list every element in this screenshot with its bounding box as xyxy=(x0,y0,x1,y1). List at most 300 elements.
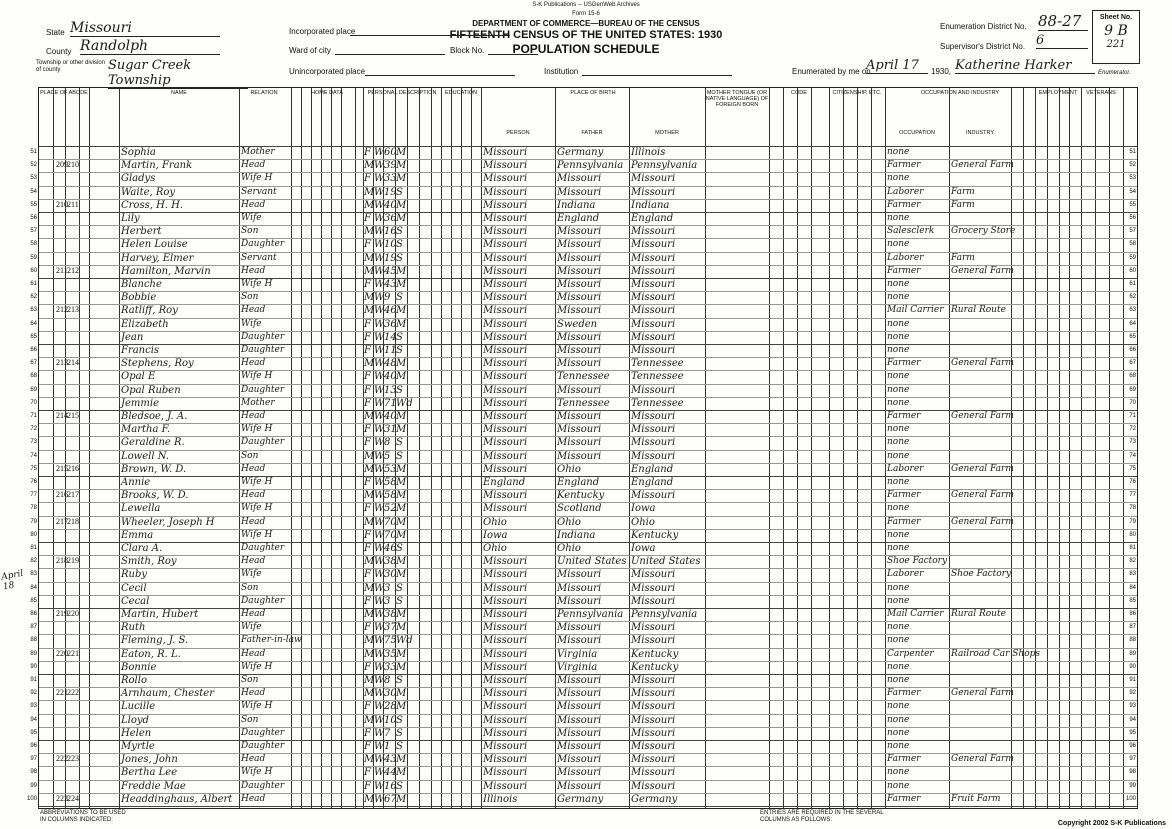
cell-race: W xyxy=(374,186,385,198)
cell-bp: Missouri xyxy=(483,727,528,739)
cell-race: W xyxy=(374,793,385,805)
cell-ind: Farm xyxy=(951,186,975,197)
cell-fbp: England xyxy=(557,213,600,224)
cell-rel: Son xyxy=(241,675,259,685)
cell-fbp: Missouri xyxy=(557,688,602,700)
cell-mbp: Missouri xyxy=(631,741,676,752)
cell-fbp: Missouri xyxy=(557,635,602,647)
line-number-right: 70 xyxy=(1129,399,1136,406)
line-number-right: 77 xyxy=(1129,492,1136,499)
cell-sex: M xyxy=(364,793,375,805)
cell-age: 39 xyxy=(384,160,397,172)
cell-mbp: Missouri xyxy=(631,292,676,304)
cell-mbp: Iowa xyxy=(631,503,656,515)
cell-race: W xyxy=(374,675,385,686)
cell-bp: Missouri xyxy=(483,437,528,449)
cell-fbp: Virginia xyxy=(557,648,598,660)
cell-fbp: Indiana xyxy=(557,199,596,211)
line-number: 51 xyxy=(30,149,37,155)
cell-age: 48 xyxy=(384,358,397,370)
line-number: 78 xyxy=(30,505,37,512)
cell-occ: Laborer xyxy=(887,252,924,263)
cell-ms: S xyxy=(396,331,403,343)
cell-race: W xyxy=(374,490,385,502)
cell-mbp: Missouri xyxy=(631,265,676,277)
line-number-right: 82 xyxy=(1129,558,1136,565)
cell-bp: Missouri xyxy=(483,463,528,475)
footer-entries: ENTRIES ARE REQUIRED IN THE SEVERAL COLUMNS AS FOLLOWS: xyxy=(760,810,884,823)
line-number: 98 xyxy=(30,769,37,776)
cell-fam: 214 xyxy=(67,358,79,368)
cell-ms: S xyxy=(396,675,403,686)
cell-rel: Son xyxy=(241,582,259,593)
line-number: 70 xyxy=(30,399,37,406)
cell-ind: General Farm xyxy=(951,358,1014,369)
cell-fbp: Missouri xyxy=(557,727,602,739)
cell-age: 70 xyxy=(384,529,397,541)
cell-rel: Daughter xyxy=(241,543,285,553)
cell-fbp: Missouri xyxy=(557,450,602,462)
line-number: 65 xyxy=(30,333,37,340)
cell-fbp: Missouri xyxy=(557,239,602,251)
cell-race: W xyxy=(374,661,385,673)
cell-bp: Missouri xyxy=(483,490,528,502)
cell-rel: Wife H xyxy=(241,279,273,289)
cell-occ: Salesclerk xyxy=(887,226,935,237)
cell-ms: M xyxy=(396,556,407,568)
cell-mbp: England xyxy=(631,477,674,488)
cell-bp: Missouri xyxy=(483,569,528,581)
cell-ind: General Farm xyxy=(951,688,1014,699)
cell-ind: General Farm xyxy=(951,490,1014,501)
line-number: 68 xyxy=(30,373,37,380)
cell-ind: Farm xyxy=(951,199,975,210)
cell-occ: Mail Carrier xyxy=(887,609,944,619)
cell-name: Helen Louise xyxy=(121,239,188,251)
cell-name: Geraldine R. xyxy=(121,437,185,449)
cell-bp: Missouri xyxy=(483,331,528,343)
line-number-right: 97 xyxy=(1129,756,1136,763)
cell-fam: 211 xyxy=(67,199,79,209)
line-number: 64 xyxy=(30,320,37,327)
cell-fbp: Missouri xyxy=(557,582,602,594)
cell-name: Bonnie xyxy=(121,661,157,673)
cell-mbp: Missouri xyxy=(631,582,676,594)
cell-rel: Servant xyxy=(241,186,277,197)
line-number: 55 xyxy=(30,201,37,208)
cell-occ: Farmer xyxy=(887,411,921,421)
cell-rel: Son xyxy=(241,714,259,725)
cell-ms: S xyxy=(396,345,403,356)
incorporated-line xyxy=(350,35,510,36)
section-relation: RELATION xyxy=(250,90,278,96)
cell-ind: Fruit Farm xyxy=(951,793,1001,804)
cell-bp: Missouri xyxy=(483,635,528,647)
cell-occ: Farmer xyxy=(887,688,921,699)
cell-name: Waite, Roy xyxy=(121,186,176,198)
cell-occ: Laborer xyxy=(887,186,924,197)
year-label: 1930, xyxy=(931,67,952,76)
line-number: 66 xyxy=(30,347,37,353)
block-label: Block No. xyxy=(450,46,485,55)
row-divider xyxy=(39,806,1137,807)
cell-ms: M xyxy=(396,265,407,277)
institution-label: Institution xyxy=(544,67,579,76)
line-number-right: 56 xyxy=(1129,215,1136,221)
cell-name: Lewella xyxy=(121,503,161,515)
cell-rel: Head xyxy=(241,754,266,765)
cell-name: Cross, H. H. xyxy=(121,199,184,211)
cell-rel: Head xyxy=(241,411,266,421)
line-number: 75 xyxy=(30,465,37,472)
line-number-right: 68 xyxy=(1129,373,1136,380)
cell-bp: Missouri xyxy=(483,595,528,607)
line-number-right: 95 xyxy=(1129,729,1136,736)
cell-fbp: Missouri xyxy=(557,292,602,304)
cell-ms: S xyxy=(396,226,403,238)
cell-ms: S xyxy=(396,741,403,752)
cell-fbp: Ohio xyxy=(557,516,581,528)
cell-bp: Missouri xyxy=(483,305,528,317)
line-number: 87 xyxy=(30,624,37,631)
line-number-right: 60 xyxy=(1129,267,1136,274)
cell-occ: none xyxy=(887,437,910,448)
cell-sex: M xyxy=(364,635,375,647)
cell-rel: Head xyxy=(241,463,266,474)
cell-age: 8 xyxy=(384,437,391,449)
cell-sex: F xyxy=(364,569,371,581)
section-occupation: OCCUPATION AND INDUSTRY xyxy=(920,90,1000,96)
cell-name: Bertha Lee xyxy=(121,767,178,779)
cell-mbp: Pennsylvania xyxy=(631,160,698,172)
line-number-right: 52 xyxy=(1129,162,1136,169)
cell-fbp: Missouri xyxy=(557,714,602,726)
line-number-right: 65 xyxy=(1129,333,1136,340)
cell-fam: 222 xyxy=(67,688,79,698)
cell-bp: Missouri xyxy=(483,358,528,370)
cell-age: 5 xyxy=(384,450,391,462)
cell-fbp: Tennessee xyxy=(557,397,610,409)
cell-occ: none xyxy=(887,173,910,184)
cell-occ: none xyxy=(887,345,910,355)
cell-race: W xyxy=(374,714,385,726)
cell-bp: Missouri xyxy=(483,767,528,779)
cell-race: W xyxy=(374,147,385,158)
cell-rel: Head xyxy=(241,648,266,659)
line-number: 74 xyxy=(30,452,37,459)
cell-occ: none xyxy=(887,147,910,157)
cell-ms: S xyxy=(396,292,403,304)
line-number: 53 xyxy=(30,175,37,182)
supervisor-label: Supervisor's District No. xyxy=(940,42,1026,51)
cell-sex: F xyxy=(364,279,371,290)
line-number: 88 xyxy=(30,637,37,644)
cell-mbp: Missouri xyxy=(631,318,676,330)
sheet-sub: 221 xyxy=(1106,39,1126,50)
cell-mbp: Missouri xyxy=(631,173,676,185)
cell-name: Ratliff, Roy xyxy=(121,305,178,317)
line-number: 72 xyxy=(30,426,37,433)
cell-mbp: Iowa xyxy=(631,543,656,554)
subhdr-industry: INDUSTRY xyxy=(965,130,994,136)
cell-name: Headdinghaus, Albert xyxy=(121,793,233,805)
cell-age: 13 xyxy=(384,384,397,396)
cell-rel: Wife xyxy=(241,622,262,633)
cell-ms: M xyxy=(396,318,407,330)
cell-rel: Father-in-law xyxy=(241,635,302,646)
cell-fam: 213 xyxy=(67,305,79,315)
cell-sex: F xyxy=(364,767,371,779)
cell-dw: 216 xyxy=(56,490,68,500)
cell-sex: M xyxy=(364,556,375,568)
cell-occ: none xyxy=(887,503,910,514)
cell-ms: M xyxy=(396,661,407,673)
line-number-right: 72 xyxy=(1129,426,1136,433)
cell-occ: Shoe Factory xyxy=(887,556,948,567)
line-number-right: 64 xyxy=(1129,320,1136,327)
cell-rel: Head xyxy=(241,265,266,276)
cell-rel: Daughter xyxy=(241,780,285,791)
cell-dw: 214 xyxy=(56,411,68,420)
cell-bp: Missouri xyxy=(483,186,528,198)
line-number-right: 81 xyxy=(1129,545,1136,551)
cell-mbp: Missouri xyxy=(631,226,676,238)
line-number-right: 67 xyxy=(1129,360,1136,367)
cell-age: 1 xyxy=(384,741,391,752)
cell-name: Clara A. xyxy=(121,543,163,554)
cell-occ: none xyxy=(887,371,910,382)
cell-age: 44 xyxy=(384,767,397,779)
cell-occ: none xyxy=(887,477,910,487)
cell-age: 52 xyxy=(384,503,397,515)
cell-mbp: Missouri xyxy=(631,305,676,317)
footer-abbreviations: ABBREVIATIONS TO BE USED IN COLUMNS INDICATED: xyxy=(40,810,126,823)
cell-age: 71 xyxy=(384,397,397,409)
cell-age: 3 xyxy=(384,582,391,594)
cell-bp: Missouri xyxy=(483,741,528,752)
cell-bp: Missouri xyxy=(483,384,528,396)
line-number: 99 xyxy=(30,782,37,789)
cell-age: 38 xyxy=(384,556,397,568)
line-number: 67 xyxy=(30,360,37,367)
cell-ms: M xyxy=(396,477,407,488)
cell-bp: Missouri xyxy=(483,279,528,290)
cell-race: W xyxy=(374,213,385,224)
township-value: Sugar Creek Township xyxy=(108,58,248,89)
cell-name: Martin, Frank xyxy=(121,160,193,172)
cell-occ: none xyxy=(887,529,910,540)
cell-occ: Farmer xyxy=(887,358,921,369)
cell-fbp: Missouri xyxy=(557,767,602,779)
cell-bp: Missouri xyxy=(483,714,528,726)
section-veterans: VETERANS xyxy=(1086,90,1116,96)
line-number: 56 xyxy=(30,215,37,221)
cell-mbp: Missouri xyxy=(631,780,676,792)
cell-ms: M xyxy=(396,147,407,158)
cell-mbp: Missouri xyxy=(631,252,676,264)
cell-occ: none xyxy=(887,279,910,289)
enumerator-name: Katherine Harker xyxy=(955,58,1095,74)
line-number-right: 84 xyxy=(1129,584,1136,591)
cell-fbp: Virginia xyxy=(557,661,598,673)
cell-sex: F xyxy=(364,147,371,158)
cell-name: Jones, John xyxy=(121,754,178,766)
cell-dw: 212 xyxy=(56,305,68,315)
cell-race: W xyxy=(374,622,385,634)
cell-fam: 223 xyxy=(67,754,79,764)
cell-rel: Wife H xyxy=(241,503,273,514)
line-number-right: 73 xyxy=(1129,439,1136,446)
cell-ind: Railroad Car Shops xyxy=(951,648,1040,659)
cell-ms: M xyxy=(396,160,407,172)
cell-race: W xyxy=(374,754,385,766)
cell-rel: Mother xyxy=(241,397,275,408)
enumerator-label: Enumerator. xyxy=(1098,70,1131,76)
cell-rel: Daughter xyxy=(241,741,285,751)
cell-ms: M xyxy=(396,516,407,528)
cell-age: 33 xyxy=(384,173,397,185)
cell-fbp: Missouri xyxy=(557,358,602,370)
cell-sex: F xyxy=(364,397,371,409)
cell-age: 58 xyxy=(384,477,397,488)
cell-ms: M xyxy=(396,767,407,779)
cell-rel: Wife xyxy=(241,569,262,580)
line-number-right: 80 xyxy=(1129,531,1136,538)
cell-fbp: Missouri xyxy=(557,384,602,396)
cell-sex: M xyxy=(364,450,375,462)
cell-bp: Missouri xyxy=(483,147,528,158)
cell-race: W xyxy=(374,727,385,739)
subhdr-mother: MOTHER xyxy=(655,130,679,136)
cell-ms: M xyxy=(396,609,407,620)
line-number-right: 85 xyxy=(1129,597,1136,604)
cell-age: 58 xyxy=(384,490,397,502)
cell-sex: F xyxy=(364,371,371,383)
cell-rel: Head xyxy=(241,793,266,804)
line-number: 71 xyxy=(30,413,37,419)
cell-fbp: Scotland xyxy=(557,503,602,515)
cell-name: Arnhaum, Chester xyxy=(121,688,214,700)
cell-race: W xyxy=(374,543,385,554)
line-number: 73 xyxy=(30,439,37,446)
line-number-right: 76 xyxy=(1129,479,1136,485)
cell-fbp: Missouri xyxy=(557,622,602,634)
cell-name: Stephens, Roy xyxy=(121,358,194,370)
cell-occ: none xyxy=(887,239,910,250)
cell-age: 75 xyxy=(384,635,397,647)
cell-occ: Laborer xyxy=(887,463,924,474)
cell-mbp: Indiana xyxy=(631,199,670,211)
cell-rel: Head xyxy=(241,556,266,567)
cell-bp: Missouri xyxy=(483,675,528,686)
cell-name: Rollo xyxy=(121,675,147,686)
cell-name: Brown, W. D. xyxy=(121,463,187,475)
cell-name: Cecil xyxy=(121,582,147,594)
cell-bp: England xyxy=(483,477,526,488)
cell-mbp: England xyxy=(631,213,674,224)
cell-ms: S xyxy=(396,582,403,594)
cell-race: W xyxy=(374,345,385,356)
cell-name: Fleming, J. S. xyxy=(121,635,189,647)
cell-ms: M xyxy=(396,213,407,224)
cell-rel: Head xyxy=(241,516,266,527)
cell-mbp: Missouri xyxy=(631,411,676,422)
cell-bp: Missouri xyxy=(483,780,528,792)
enum-district-label: Enumeration District No. xyxy=(940,22,1027,31)
line-number: 63 xyxy=(30,307,37,314)
cell-dw: 211 xyxy=(56,265,68,275)
copyright: Copyright 2002 S-K Publications xyxy=(1057,820,1166,827)
cell-occ: Farmer xyxy=(887,490,921,501)
cell-age: 46 xyxy=(384,305,397,317)
cell-sex: M xyxy=(364,226,375,238)
cell-sex: M xyxy=(364,490,375,502)
cell-sex: F xyxy=(364,239,371,251)
cell-name: Myrtle xyxy=(121,741,155,752)
cell-occ: none xyxy=(887,331,910,342)
cell-sex: F xyxy=(364,318,371,330)
cell-ind: General Farm xyxy=(951,160,1014,171)
cell-rel: Daughter xyxy=(241,345,285,355)
state-label: State xyxy=(46,28,65,37)
cell-occ: none xyxy=(887,543,910,553)
cell-race: W xyxy=(374,331,385,343)
cell-ind: Grocery Store xyxy=(951,226,1016,237)
cell-ms: M xyxy=(396,529,407,541)
line-number: 97 xyxy=(30,756,37,763)
line-number-right: 69 xyxy=(1129,386,1136,393)
cell-occ: none xyxy=(887,397,910,408)
cell-mbp: Missouri xyxy=(631,384,676,396)
cell-age: 43 xyxy=(384,754,397,766)
section-code: CODE xyxy=(791,90,807,96)
cell-race: W xyxy=(374,305,385,317)
line-number-right: 88 xyxy=(1129,637,1136,644)
cell-sex: F xyxy=(364,384,371,396)
section-abode: PLACE OF ABODE xyxy=(40,90,88,96)
cell-mbp: Missouri xyxy=(631,675,676,686)
cell-bp: Missouri xyxy=(483,411,528,422)
cell-race: W xyxy=(374,252,385,264)
cell-occ: none xyxy=(887,727,910,738)
cell-age: 43 xyxy=(384,279,397,290)
cell-name: Jean xyxy=(121,331,144,343)
cell-ms: S xyxy=(396,252,403,264)
cell-bp: Missouri xyxy=(483,450,528,462)
cell-occ: none xyxy=(887,661,910,672)
cell-rel: Wife H xyxy=(241,661,273,672)
cell-sex: F xyxy=(364,622,371,634)
section-citizenship: CITIZENSHIP, ETC. xyxy=(832,90,882,96)
cell-mbp: Tennessee xyxy=(631,397,684,409)
cell-race: W xyxy=(374,160,385,172)
cell-bp: Missouri xyxy=(483,556,528,568)
cell-occ: none xyxy=(887,292,910,303)
cell-race: W xyxy=(374,701,385,713)
cell-rel: Daughter xyxy=(241,437,285,448)
cell-mbp: England xyxy=(631,463,674,475)
line-number: 86 xyxy=(30,611,37,617)
cell-occ: Carpenter xyxy=(887,648,934,659)
cell-race: W xyxy=(374,767,385,779)
cell-mbp: Ohio xyxy=(631,516,655,528)
cell-rel: Wife H xyxy=(241,767,273,778)
line-number-right: 87 xyxy=(1129,624,1136,631)
line-number: 76 xyxy=(30,479,37,485)
cell-ms: S xyxy=(396,595,403,607)
cell-ms: S xyxy=(396,186,403,198)
cell-name: Ruby xyxy=(121,569,148,581)
